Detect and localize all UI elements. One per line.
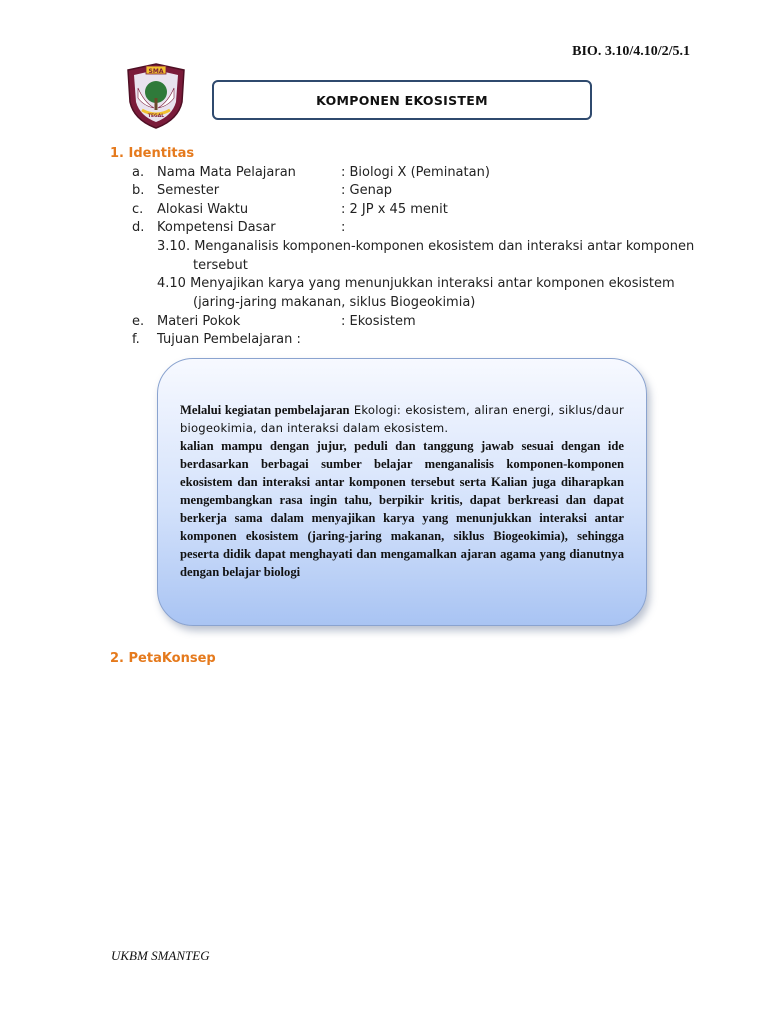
learning-goal-text — [180, 401, 624, 581]
row-label: Tujuan Pembelajaran : — [157, 332, 301, 347]
row-label: Nama Mata Pelajaran — [157, 165, 296, 180]
section-petakonsep-heading: 2. PetaKonsep — [110, 651, 216, 666]
kd-4-10-line2: (jaring-jaring makanan, siklus Biogeokimia) — [193, 295, 476, 310]
kd-3-10-line1: 3.10. Menganalisis komponen-komponen ekosistem dan interaksi antar komponen — [157, 239, 695, 254]
row-value: : Biologi X (Peminatan) — [341, 165, 490, 180]
row-value: : — [341, 220, 346, 235]
row-letter: e. — [132, 314, 145, 329]
goal-body: kalian mampu dengan jujur, peduli dan tanggung jawab sesuai dengan ide berdasarkan berbagai sumber belajar menganalisis komponen-komponen ekosistem dan interaksi antar komponen tersebut serta Kalian juga diharapkan mengembangkan rasa ingin tahu, berpikir kritis, dapat berkreasi dan dapat berkerja sama dalam menyajikan karya yang menunjukkan interaksi antar komponen ekosistem (jaring-jaring makanan, siklus Biogeokimia), sehingga peserta didik dapat menghayati dan mengamalkan ajaran agama yang dianutnya dengan belajar biologi — [180, 439, 624, 579]
logo-text-top: SMA — [148, 68, 164, 75]
footer-text: UKBM SMANTEG — [111, 948, 210, 963]
page-title: KOMPONEN EKOSISTEM — [212, 80, 592, 120]
kd-4-10-line1: 4.10 Menyajikan karya yang menunjukkan interaksi antar komponen ekosistem — [157, 276, 675, 291]
row-label: Kompetensi Dasar — [157, 220, 276, 235]
row-letter: d. — [132, 220, 145, 235]
row-letter: a. — [132, 165, 145, 180]
document-code: BIO. 3.10/4.10/2/5.1 — [572, 44, 690, 59]
row-letter: f. — [132, 332, 140, 347]
row-letter: b. — [132, 183, 145, 198]
goal-intro-plain: Ekologi: ekosistem, aliran energi, siklus/daur biogeokimia, dan interaksi dalam ekosistem. — [180, 403, 624, 435]
row-value: : Genap — [341, 183, 393, 198]
school-crest-icon — [124, 62, 188, 130]
goal-intro-bold: Melalui kegiatan pembelajaran — [180, 403, 350, 417]
row-value: : 2 JP x 45 menit — [341, 202, 448, 217]
section-identitas-heading: 1. Identitas — [110, 146, 195, 161]
row-letter: c. — [132, 202, 144, 217]
row-label: Alokasi Waktu — [157, 202, 249, 217]
row-value: : Ekosistem — [341, 314, 416, 329]
row-label: Semester — [157, 183, 220, 198]
kd-3-10-line2: tersebut — [193, 258, 248, 273]
logo-text-bottom: TEGAL — [147, 114, 165, 119]
row-label: Materi Pokok — [157, 314, 241, 329]
